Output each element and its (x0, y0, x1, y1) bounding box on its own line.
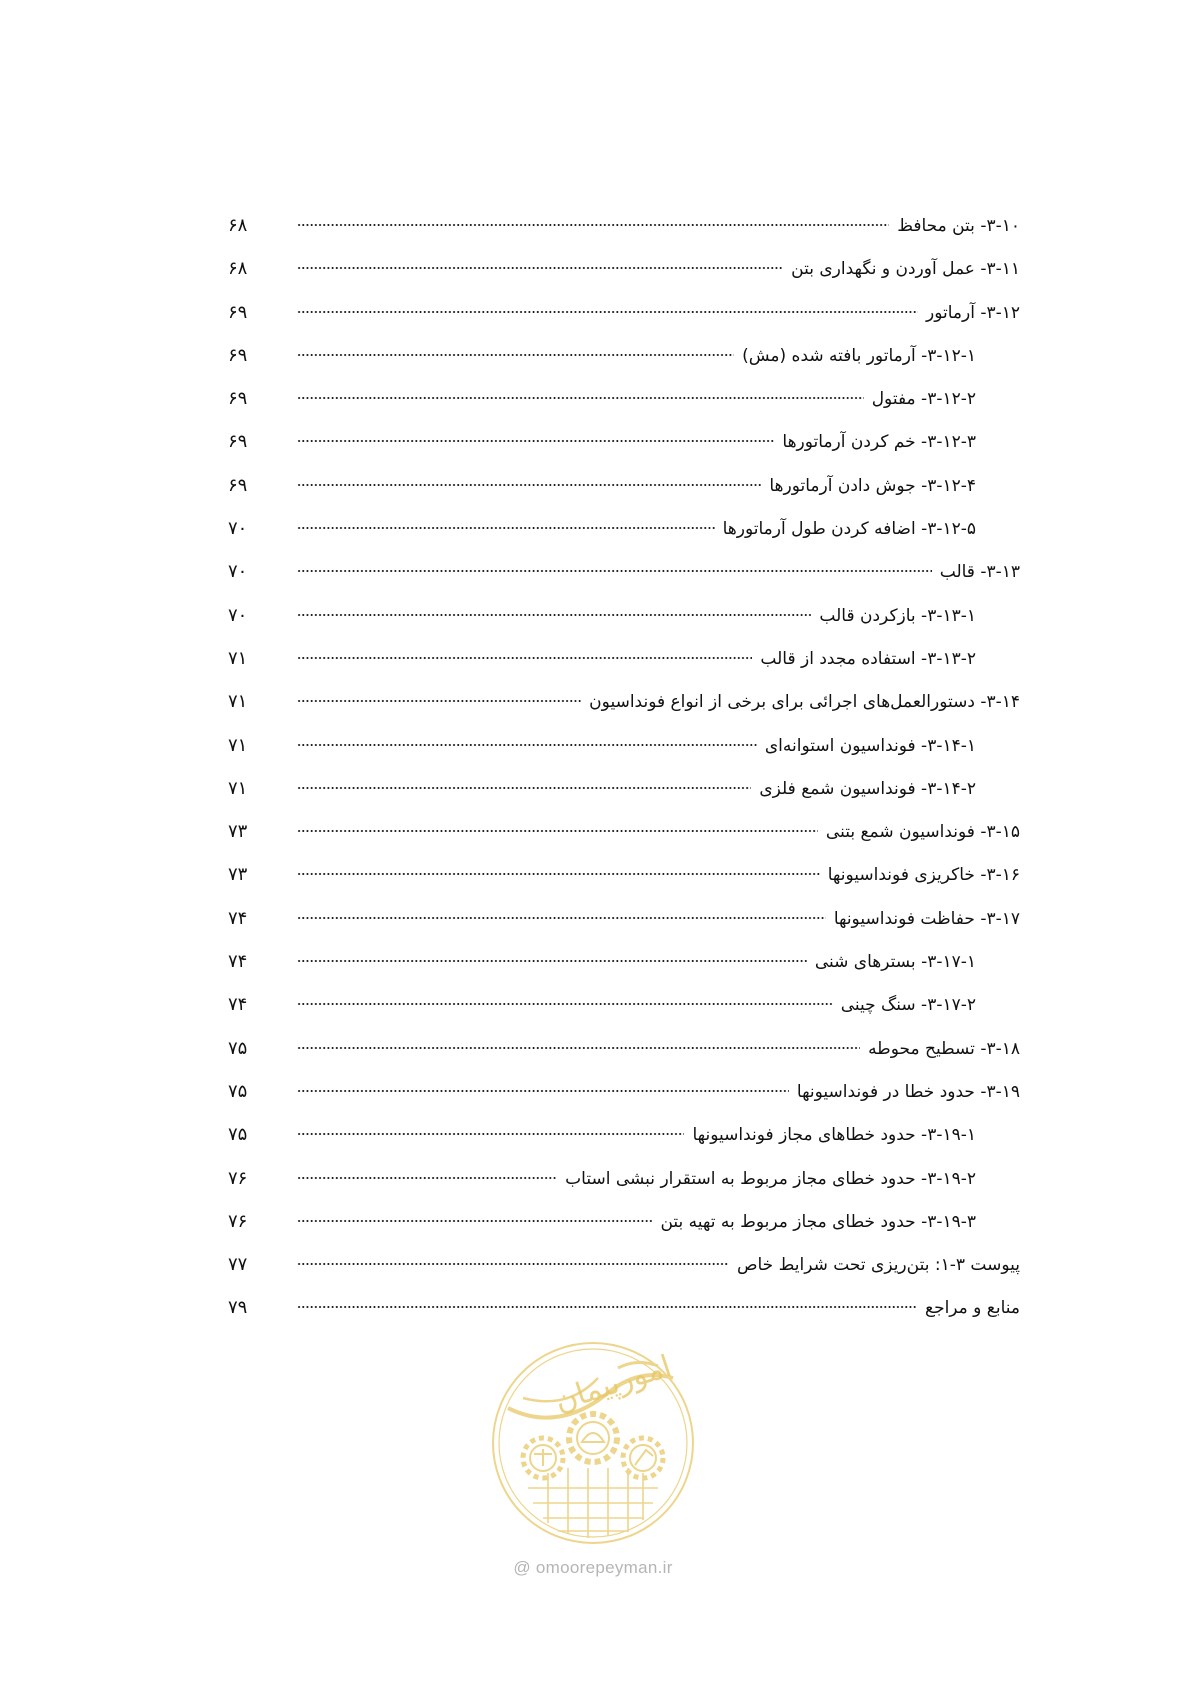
toc-page-number: ۷۴ (228, 994, 248, 1016)
dot-leader (297, 1090, 789, 1092)
toc-page-number: ۷۱ (228, 734, 248, 756)
toc-entry-title: ۳-۱۷-۱- بسترهای شنی (814, 952, 976, 973)
toc-page-number: ۶۹ (228, 388, 248, 410)
dot-leader (297, 700, 581, 702)
dot-leader (297, 354, 734, 356)
dot-leader (297, 657, 752, 659)
toc-entry (297, 300, 1020, 326)
toc-row[interactable] (0, 685, 1190, 728)
toc-entry (297, 992, 976, 1018)
toc-entry-title: ۳-۱۵- فونداسیون شمع بتنی (825, 822, 1020, 843)
toc-page-number: ۷۶ (228, 1167, 248, 1189)
toc-page-number: ۶۸ (228, 258, 248, 280)
dot-leader (297, 570, 932, 572)
toc-entry (297, 949, 976, 975)
dot-leader (297, 1220, 652, 1222)
toc-row[interactable] (0, 252, 1190, 295)
toc-entry (297, 213, 1020, 239)
dot-leader (297, 440, 774, 442)
toc-row[interactable] (0, 815, 1190, 858)
toc-entry (297, 862, 1020, 888)
toc-row[interactable] (0, 1075, 1190, 1118)
toc-entry-title: ۳-۱۸- تسطیح محوطه (868, 1038, 1020, 1059)
dot-leader (297, 1263, 729, 1265)
toc-page-number: ۷۴ (228, 907, 248, 929)
toc-entry-title: ۳-۱۲-۳- خم کردن آرماتورها (782, 432, 976, 453)
toc-entry-title: ۳-۱۴-۲- فونداسیون شمع فلزی (759, 778, 976, 799)
dot-leader (297, 614, 811, 616)
dot-leader (297, 224, 889, 226)
toc-row[interactable] (0, 382, 1190, 425)
toc-row[interactable] (0, 555, 1190, 598)
toc-entry (297, 776, 976, 802)
toc-row[interactable] (0, 296, 1190, 339)
toc-row[interactable] (0, 902, 1190, 945)
toc-page-number: ۷۰ (228, 604, 248, 626)
toc-page-number: ۷۹ (228, 1297, 248, 1319)
toc-row[interactable] (0, 425, 1190, 468)
toc-entry (297, 1166, 976, 1192)
toc-page-number: ۶۹ (228, 301, 248, 323)
dot-leader (297, 787, 751, 789)
toc-page-number: ۶۸ (228, 215, 248, 236)
toc-entry-title: ۳-۱۲-۵- اضافه کردن طول آرماتورها (722, 519, 976, 540)
toc-entry-title: ۳-۱۲- آرماتور (925, 302, 1020, 323)
toc-entry-title: ۳-۱۳-۲- استفاده مجدد از قالب (760, 648, 976, 669)
toc-entry (297, 559, 1020, 585)
toc-entry-title: ۳-۱۱- عمل آوردن و نگهداری بتن (791, 259, 1020, 280)
toc-page-number: ۷۱ (228, 691, 248, 713)
toc-page-number: ۷۱ (228, 647, 248, 669)
toc-entry-title: ۳-۱۲-۲- مفتول (871, 389, 976, 410)
dot-leader (297, 1306, 917, 1308)
toc-entry (297, 603, 976, 629)
toc-entry (297, 429, 976, 455)
toc-page-number: ۷۵ (228, 1124, 248, 1146)
toc-page-number: ۷۳ (228, 821, 248, 843)
dot-leader (297, 1003, 833, 1005)
toc-row[interactable] (0, 729, 1190, 772)
toc-entry-title: ۳-۱۷- حفاظت فونداسیونها (833, 908, 1020, 929)
toc-entry (297, 473, 976, 499)
dot-leader (297, 960, 807, 962)
table-of-contents (0, 209, 1190, 1335)
toc-entry-title: ۳-۱۹-۲- حدود خطای مجاز مربوط به استقرار نبشی استاب (565, 1168, 976, 1189)
dot-leader (297, 267, 783, 269)
toc-entry-title: پیوست ۳-۱: بتن‌ریزی تحت شرایط خاص (736, 1255, 1020, 1276)
toc-page-number: ۷۱ (228, 777, 248, 799)
toc-entry-title: ۳-۱۴-۱- فونداسیون استوانه‌ای (764, 735, 976, 756)
toc-row[interactable] (0, 1205, 1190, 1248)
dot-leader (297, 917, 826, 919)
toc-entry (297, 1252, 1020, 1278)
toc-entry (297, 1079, 1020, 1105)
toc-entry-title: ۳-۱۲-۴- جوش دادن آرماتورها (769, 475, 976, 496)
toc-row[interactable] (0, 209, 1190, 252)
toc-entry (297, 733, 976, 759)
toc-entry (297, 1295, 1020, 1321)
dot-leader (297, 527, 715, 529)
toc-entry-title: ۳-۱۹-۳- حدود خطای مجاز مربوط به تهیه بتن (660, 1211, 976, 1232)
toc-row[interactable] (0, 1291, 1190, 1334)
toc-row[interactable] (0, 988, 1190, 1031)
toc-entry-title: ۳-۱۳- قالب (939, 562, 1020, 583)
toc-row[interactable] (0, 469, 1190, 512)
toc-page-number: ۷۵ (228, 1037, 248, 1059)
dot-leader (297, 744, 757, 746)
dot-leader (297, 484, 761, 486)
toc-entry (297, 343, 976, 369)
toc-entry (297, 1209, 976, 1235)
toc-page-number: ۷۶ (228, 1210, 248, 1232)
website-watermark-text: omoorepeyman.ir (535, 1558, 673, 1577)
toc-entry (297, 386, 976, 412)
dot-leader (297, 1177, 557, 1179)
toc-row[interactable] (0, 599, 1190, 642)
toc-entry-title: ۳-۱۲-۱- آرماتور بافته شده (مش) (742, 345, 976, 366)
toc-entry (297, 819, 1020, 845)
dot-leader (297, 873, 820, 875)
toc-row[interactable] (0, 512, 1190, 555)
toc-entry (297, 516, 976, 542)
toc-page-number: ۷۰ (228, 561, 248, 583)
toc-row[interactable] (0, 1032, 1190, 1075)
toc-row[interactable] (0, 1118, 1190, 1161)
dot-leader (297, 1047, 860, 1049)
toc-entry (297, 1036, 1020, 1062)
toc-page-number: ۷۰ (228, 518, 248, 540)
logo-text: امورپیمان (550, 1348, 676, 1420)
dot-leader (297, 397, 864, 399)
toc-page-number: ۷۴ (228, 951, 248, 973)
toc-row[interactable] (0, 945, 1190, 988)
toc-row[interactable] (0, 1248, 1190, 1291)
toc-page-number: ۷۷ (228, 1254, 248, 1276)
toc-row[interactable] (0, 858, 1190, 901)
toc-entry-title: ۳-۱۹-۱- حدود خطاهای مجاز فونداسیونها (692, 1125, 976, 1146)
toc-entry-title: ۳-۱۳-۱- بازکردن قالب (819, 605, 976, 626)
toc-page-number: ۷۳ (228, 864, 248, 886)
toc-entry-title: منابع و مراجع (925, 1298, 1020, 1319)
toc-entry-title: ۳-۱۷-۲- سنگ چینی (840, 995, 976, 1016)
toc-page-number: ۶۹ (228, 431, 248, 453)
toc-entry (297, 646, 976, 672)
dot-leader (297, 311, 918, 313)
company-logo (488, 1338, 698, 1548)
toc-entry (297, 689, 1020, 715)
toc-entry-title: ۳-۱۹- حدود خطا در فونداسیونها (796, 1081, 1020, 1102)
toc-entry-title: ۳-۱۶- خاکریزی فونداسیونها (827, 865, 1020, 886)
toc-row[interactable] (0, 1162, 1190, 1205)
toc-row[interactable] (0, 642, 1190, 685)
toc-entry (297, 1122, 976, 1148)
toc-page-number: ۶۹ (228, 474, 248, 496)
dot-leader (297, 830, 818, 832)
toc-entry (297, 256, 1020, 282)
toc-page-number: ۶۹ (228, 344, 248, 366)
toc-entry (297, 906, 1020, 932)
toc-page-number: ۷۵ (228, 1080, 248, 1102)
website-watermark: @ omoorepeyman.ir (513, 1558, 673, 1577)
toc-entry-title: ۳-۱۴- دستورالعمل‌های اجرائی برای برخی از انواع فونداسیون (589, 692, 1020, 713)
toc-row[interactable] (0, 772, 1190, 815)
dot-leader (297, 1133, 684, 1135)
toc-entry-title: ۳-۱۰- بتن محافظ (897, 216, 1020, 236)
toc-row[interactable] (0, 339, 1190, 382)
